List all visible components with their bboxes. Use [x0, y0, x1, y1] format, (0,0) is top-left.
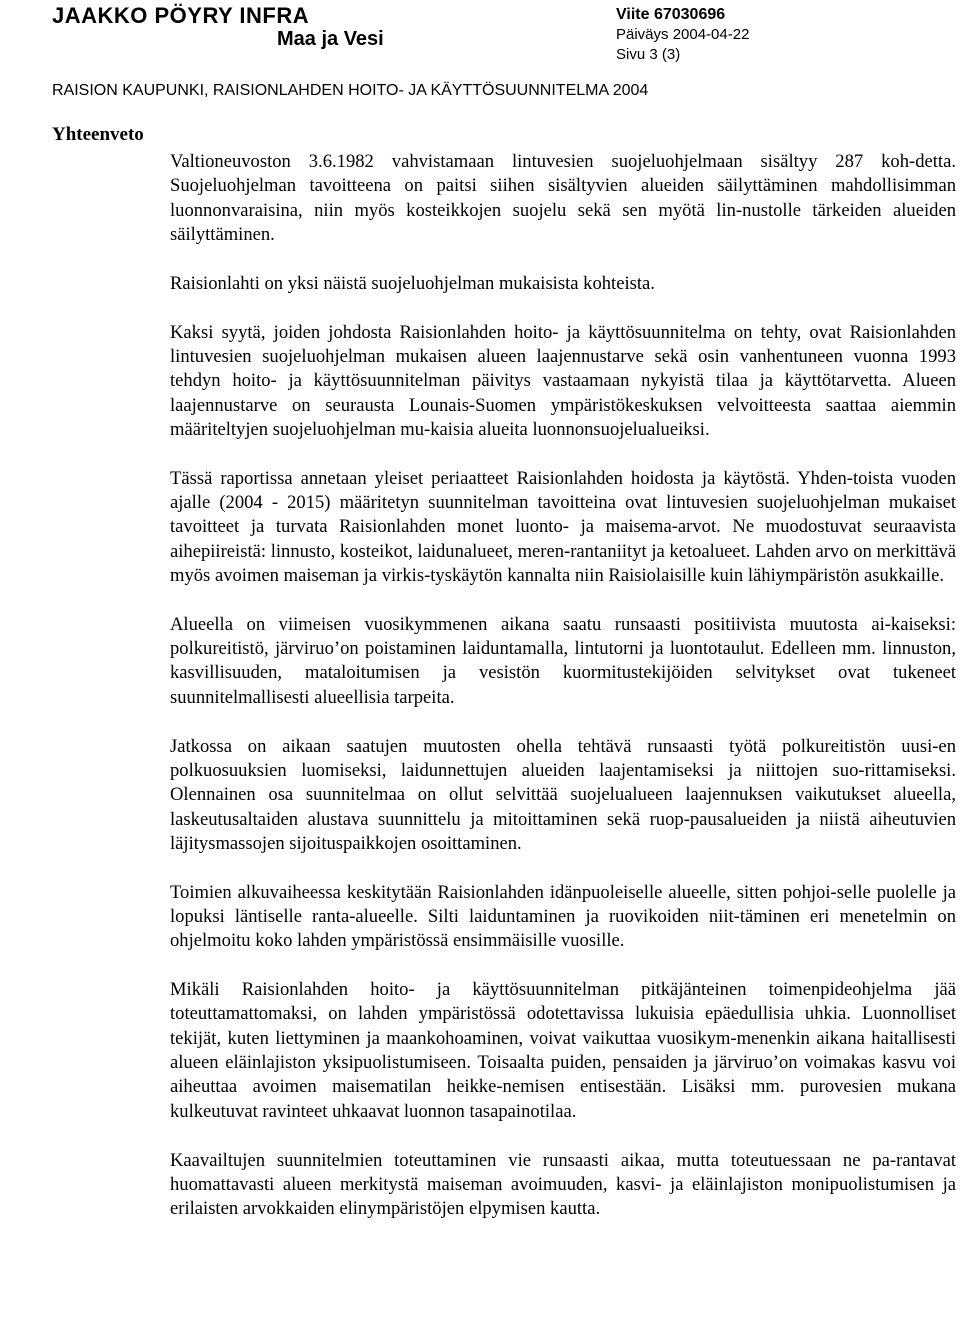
paragraph: Raisionlahti on yksi näistä suojeluohjelman mukaisista kohteista. [170, 272, 655, 294]
paragraph: Toimien alkuvaiheessa keskitytään Raisionlahden idänpuoleiselle alueelle, sitten pohjoi-selle puolelle ja lopuksi läntiselle ranta-alueelle. Silti laiduntaminen ja ruovikoiden niit-täminen eri menetelmin on ohjelmoitu koko lahden ympäristössä ensimmäisille vuosille. [170, 881, 956, 952]
logo-division-name: Maa ja Vesi [277, 28, 384, 50]
document-date: Päiväys 2004-04-22 [616, 26, 750, 43]
body-text [170, 150, 956, 1246]
section-heading: Yhteenveto [52, 124, 144, 145]
reference-number: Viite 67030696 [616, 6, 726, 23]
document-meta [616, 5, 749, 65]
paragraph: Valtioneuvoston 3.6.1982 vahvistamaan lintuvesien suojeluohjelmaan sisältyy 287 koh-detta. Suojeluohjelman tavoitteena on paitsi siihen sisältyvien alueiden säilyttäminen mahdollisimman luonnonvaraisina, niin myös kosteikkojen suojelu sekä sen myötä lin-nustolle tärkeiden alueiden säilyttäminen. [170, 151, 956, 245]
page-number: Sivu 3 (3) [616, 46, 681, 63]
document-title: RAISION KAUPUNKI, RAISIONLAHDEN HOITO- JA KÄYTTÖSUUNNITELMA 2004 [52, 82, 649, 99]
paragraph: Mikäli Raisionlahden hoito- ja käyttösuunnitelman pitkäjänteinen toimenpideohjelma jää toteuttamattomaksi, on lahden ympäristössä odotettavissa lukuisia epäedullisia uhkia. Luonnolliset tekijät, kuten liettyminen ja maankohoaminen, voivat vaikuttaa vuosikym-menenkin aikana haitallisesti alueen eläinlajiston yksipuolistumiseen. Toisaalta puiden, pensaiden ja järviruo’on voimakas kasvu voi aiheuttaa avoimen maisematilan heikke-nemisen entisestään. Lisäksi mm. purovesien mukana kulkeutuvat ravinteet uhkaavat luonnon tasapainotilaa. [170, 979, 956, 1122]
paragraph: Kaavailtujen suunnitelmien toteuttaminen vie runsaasti aikaa, mutta toteutuessaan ne pa-rantavat huomattavasti alueen merkitystä maiseman avoimuuden, kasvi- ja eläinlajiston monipuolistumisen ja erilaisten arvokkaiden elinympäristöjen elpymisen kautta. [170, 1149, 956, 1220]
logo-company-name: JAAKKO PÖYRY INFRA [52, 3, 310, 28]
paragraph: Tässä raportissa annetaan yleiset periaatteet Raisionlahden hoidosta ja käytöstä. Yhden-toista vuoden ajalle (2004 - 2015) määritetyn suunnitelman tavoitteina ovat lintuvesien suojeluohjelman mukaiset tavoitteet ja turvata Raisionlahden monet luonto- ja maisema-arvot. Ne muodostuvat seuraavista aihepiireistä: linnusto, kosteikot, laidunalueet, meren-rantaniityt ja ketoalueet. Lahden arvo on merkittävä myös avoimen maiseman ja virkis-tyskäytön kannalta niin Raisiolaisille kuin lähiympäristön asukkaille. [170, 467, 956, 586]
paragraph: Jatkossa on aikaan saatujen muutosten ohella tehtävä runsaasti työtä polkureitistön uusi-en polkuosuuksien luomiseksi, laidunnettujen alueiden laajentamiseksi ja niittojen suo-rittamiseksi. Olennainen osa suunnitelmaa on ollut selvittää suojelualueen laajennuksen vaikutukset alueella, laskeutusaltaiden alustava suunnittelu ja mitoittaminen sekä ruop-pausalueiden ja niistä aiheutuvien läjitysmassojen sijoituspaikkojen osoittaminen. [170, 735, 956, 854]
paragraph: Alueella on viimeisen vuosikymmenen aikana saatu runsaasti positiivista muutosta ai-kaiseksi: polkureitistö, järviruo’on poistaminen laiduntamalla, lintutorni ja luontotaulut. Edelleen mm. linnuston, kasvillisuuden, mataloitumisen ja vesistön kuormitustekijöiden selvitykset ovat tukeneet suunnitelmallisesti alueellisia tarpeita. [170, 613, 956, 708]
paragraph: Kaksi syytä, joiden johdosta Raisionlahden hoito- ja käyttösuunnitelma on tehty, ovat Raisionlahden lintuvesien suojeluohjelman mukaisen alueen laajennustarve sekä osin vanhentuneen vuonna 1993 tehdyn hoito- ja käyttösuunnitelman päivitys vastaamaan nykyistä tilaa ja käyttötarvetta. Alueen laajennustarve on seurausta Lounais-Suomen ympäristökeskuksen velvoitteesta saattaa aiemmin määriteltyjen suojeluohjelman mu-kaisia alueita luonnonsuojelualueiksi. [170, 321, 956, 440]
company-logo [52, 4, 382, 50]
